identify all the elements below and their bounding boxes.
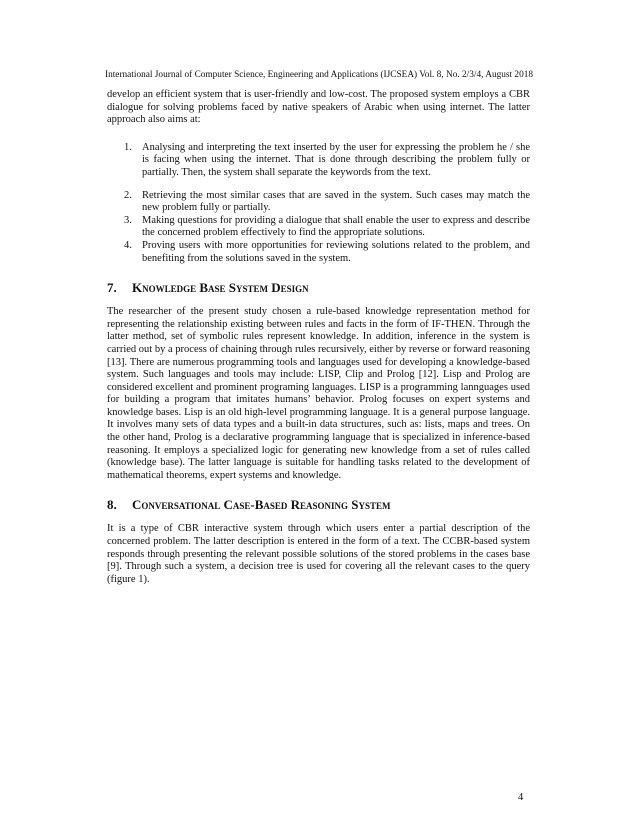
section-7-number: 7. xyxy=(107,280,117,296)
section-7-body: The researcher of the present study chosen a rule-based knowledge representation method for representing the relationship existing between rules and facts in the form of IF-THEN. Through the latter method, set of symbolic rules represent knowledge. In addition, inference in the system is carried out by a process of chaining through rules recursively, either by reverse or forward reasoning [13]. There are numerous programming tools and languages used for developing a knowledge-based system. Such languages and tools may include: LISP, Clip and Prolog [12]. Lisp and Prolog are considered excellent and prominent programing languages. LISP is a programming lannguages used for building a program that imitates humans’ behavior. Prolog focuses on expert systems and knowledge bases. Lisp is an old high-level programming language. It is a general purpose language. It involves many sets of data types and a built-in data structures, such as: lists, maps and trees. On the other hand, Prolog is a declarative programming language that is specialized in inference-based reasoning. It employs a specialized logic for generating new knowledge from a set of rules called (knowledge base). The latter language is suitable for handling tasks related to the development of mathematical theorems, expert systems and knowledge. xyxy=(107,306,530,481)
list-item xyxy=(107,142,530,180)
section-8-heading xyxy=(107,497,530,513)
section-8-body: It is a type of CBR interactive system through which users enter a partial description of the concerned problem. The latter description is entered in the form of a text. The CCBR-based system responds through presenting the relevant possible solutions of the stored problems in the cases base [9]. Through such a system, a decision tree is used for covering all the relevant cases to the query (figure 1). xyxy=(107,523,530,585)
list-item xyxy=(107,190,530,215)
aims-list xyxy=(107,142,530,265)
list-item xyxy=(107,215,530,240)
list-item-number: 4. xyxy=(124,239,132,251)
main-content xyxy=(107,87,530,586)
intro-paragraph: develop an efficient system that is user-friendly and low-cost. The proposed system employs a CBR dialogue for solving problems faced by native speakers of Arabic when using internet. The latter approach also aims at: xyxy=(107,89,530,126)
list-item-number: 2. xyxy=(124,189,132,201)
list-item-number: 1. xyxy=(124,141,132,153)
list-item-text: Analysing and interpreting the text inserted by the user for expressing the problem he / she is facing when using the internet. That is done through describing the problem fully or partially. Then, the system shall separate the keywords from the text. xyxy=(142,141,530,178)
list-item xyxy=(107,240,530,265)
section-7-title: Knowledge Base System Design xyxy=(132,280,309,296)
page-number: 4 xyxy=(518,792,524,803)
list-item-number: 3. xyxy=(124,214,132,226)
list-item-text: Proving users with more opportunities for reviewing solutions related to the problem, and benefiting from the solutions saved in the system. xyxy=(142,239,530,264)
section-8-title: Conversational Case-Based Reasoning System xyxy=(132,497,391,513)
section-8-number: 8. xyxy=(107,497,117,513)
section-7-heading xyxy=(107,280,530,296)
running-header: International Journal of Computer Science, Engineering and Applications (IJCSEA) Vol. 8, No. 2/3/4, August 2018 xyxy=(104,70,534,80)
list-item-text: Retrieving the most similar cases that are saved in the system. Such cases may match the new problem fully or partially. xyxy=(142,189,530,214)
list-item-text: Making questions for providing a dialogue that shall enable the user to express and describe the concerned problem effectively to find the appropriate solutions. xyxy=(142,214,530,239)
